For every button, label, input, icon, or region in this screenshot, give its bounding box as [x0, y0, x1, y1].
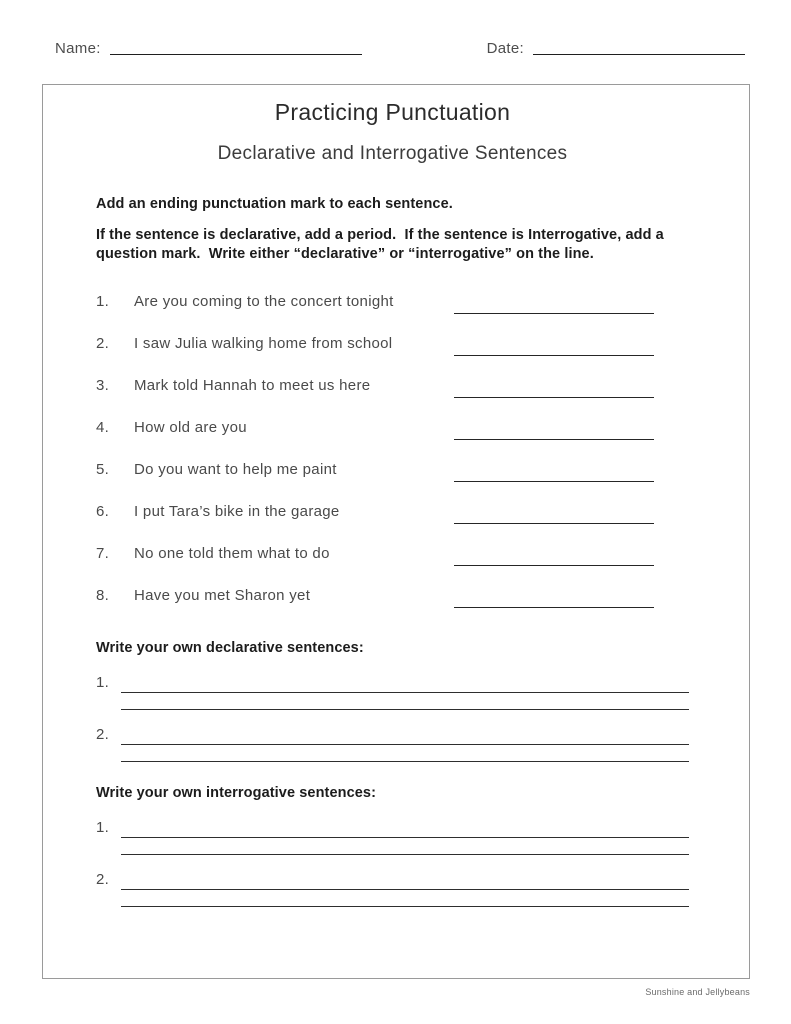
answer-blank-line — [454, 481, 654, 482]
sentence-item-8 — [96, 588, 689, 603]
name-label: Name: — [55, 40, 101, 57]
item-sentence: Do you want to help me paint — [134, 461, 337, 478]
writing-blank-line — [121, 744, 689, 745]
date-field-group — [487, 40, 745, 57]
write-row — [96, 673, 689, 692]
instructions — [96, 195, 707, 264]
item-sentence: Are you coming to the concert tonight — [134, 293, 394, 310]
page-subtitle: Declarative and Interrogative Sentences — [217, 143, 568, 164]
item-sentence: Have you met Sharon yet — [134, 587, 311, 604]
sentence-item-1 — [96, 294, 689, 309]
write-row-continuation — [96, 708, 689, 709]
writing-blank-line — [121, 709, 689, 710]
sentence-item-3 — [96, 378, 689, 393]
sentence-item-5 — [96, 462, 689, 477]
answer-blank-line — [454, 607, 654, 608]
item-number: 7. — [96, 545, 110, 562]
write-number: 1. — [96, 674, 110, 691]
item-sentence: I put Tara’s bike in the garage — [134, 503, 340, 520]
sentence-item-6 — [96, 504, 689, 519]
write-number: 2. — [96, 871, 110, 888]
instruction-line-1: Add an ending punctuation mark to each sentence. — [96, 196, 453, 212]
write-row-continuation — [96, 905, 689, 906]
answer-blank-line — [454, 523, 654, 524]
name-date-row — [0, 0, 791, 57]
answer-blank-line — [454, 313, 654, 314]
sentence-item-4 — [96, 420, 689, 435]
item-number: 5. — [96, 461, 110, 478]
writing-blank-line — [121, 906, 689, 907]
item-sentence: I saw Julia walking home from school — [134, 335, 393, 352]
write-row — [96, 725, 689, 744]
answer-blank-line — [454, 565, 654, 566]
answer-blank-line — [454, 397, 654, 398]
writing-blank-line — [121, 692, 689, 693]
item-number: 6. — [96, 503, 110, 520]
name-blank-line — [110, 54, 362, 55]
write-number: 1. — [96, 819, 110, 836]
answer-blank-line — [454, 355, 654, 356]
write-number: 2. — [96, 726, 110, 743]
item-number: 3. — [96, 377, 110, 394]
item-sentence: How old are you — [134, 419, 247, 436]
writing-blank-line — [121, 761, 689, 762]
interrogative-heading: Write your own interrogative sentences: — [96, 785, 377, 801]
declarative-heading: Write your own declarative sentences: — [96, 640, 364, 656]
writing-blank-line — [121, 854, 689, 855]
worksheet-box — [42, 84, 750, 979]
interrogative-section — [96, 785, 689, 906]
answer-blank-line — [454, 439, 654, 440]
writing-blank-line — [121, 837, 689, 838]
credit-text: Sunshine and Jellybeans — [645, 987, 750, 997]
write-row-continuation — [96, 760, 689, 761]
name-field-group — [55, 40, 362, 57]
date-label: Date: — [486, 40, 524, 57]
write-row-continuation — [96, 853, 689, 854]
instruction-line-2: If the sentence is declarative, add a period. If the sentence is Interrogative, add a question mark. Write either “declarative” or “interrogative” on the line. — [96, 227, 668, 262]
sentence-item-7 — [96, 546, 689, 561]
item-number: 2. — [96, 335, 110, 352]
item-number: 4. — [96, 419, 110, 436]
date-blank-line — [533, 54, 745, 55]
sentence-item-2 — [96, 336, 689, 351]
item-number: 1. — [96, 293, 110, 310]
item-sentence: Mark told Hannah to meet us here — [134, 377, 371, 394]
write-row — [96, 818, 689, 837]
write-row — [96, 870, 689, 889]
declarative-section — [96, 640, 689, 761]
page-title: Practicing Punctuation — [274, 99, 511, 125]
writing-blank-line — [121, 889, 689, 890]
item-number: 8. — [96, 587, 110, 604]
item-sentence: No one told them what to do — [134, 545, 330, 562]
sentence-list — [96, 294, 689, 603]
